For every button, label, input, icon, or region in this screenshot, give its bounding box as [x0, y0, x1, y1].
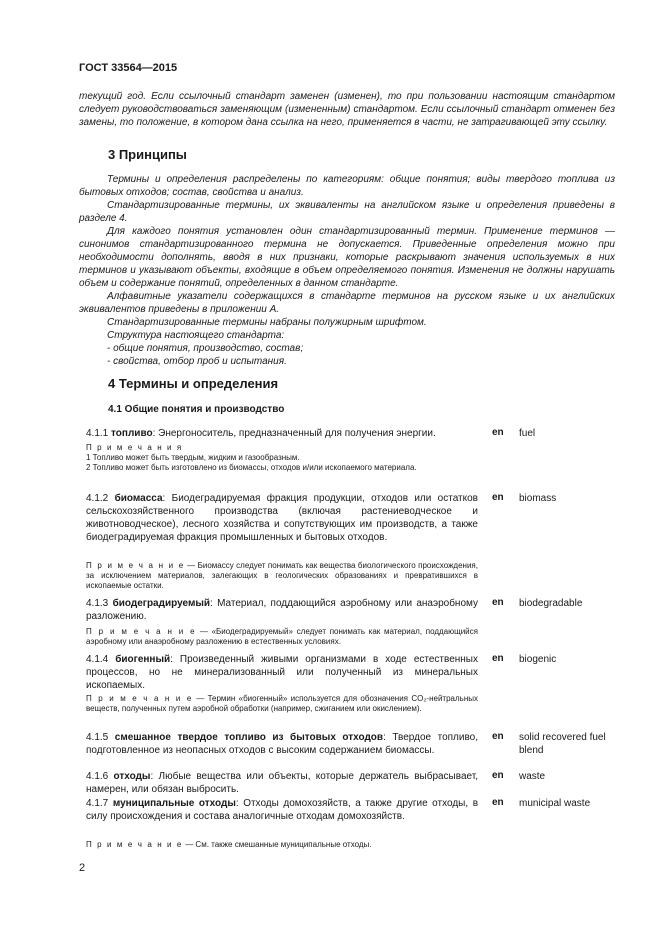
term-definition: : Твердое топливо, подготовленное из неопасных отходов с высоким содержанием биомассы.	[86, 732, 479, 756]
principles-paragraph: Алфавитные указатели содержащихся в стандарте терминов на русском языке и их английских эквивалентов приведены в приложении А.	[79, 291, 615, 315]
principles-paragraph: Для каждого понятия установлен один стандартизированный термин. Применение терминов — синонимов стандартизированного термина не допускается. Приведенные определения можно при необходимости дополнять, вводя в них признаки, которые раскрывают значения используемых в них терминов и указывают объекты, входящие в объем определяемого понятия. Изменения не должны нарушать объем и содержание понятий, определенных в данном стандарте.	[79, 226, 615, 289]
language-code: en	[492, 492, 504, 503]
language-code: en	[492, 770, 504, 781]
section-3-title: 3 Принципы	[108, 147, 187, 162]
term-name: биодеградируемый	[112, 598, 211, 609]
term-name: биомасса	[114, 493, 163, 504]
term-number: 4.1.4	[86, 654, 109, 665]
term-entry-solid-recovered-fuel-blend	[86, 731, 478, 757]
notes-label: П р и м е ч а н и я	[86, 443, 183, 452]
language-code: en	[492, 653, 504, 664]
note-item: 2 Топливо может быть изготовлено из биомассы, отходов и/или ископаемого материала.	[86, 463, 417, 472]
principles-paragraph: Структура настоящего стандарта:	[107, 330, 285, 341]
english-equivalent: solid recovered fuel blend	[519, 732, 606, 756]
note-text: — Биомассу следует понимать как вещества биологического происхождения, за исключением материалов, залегающих в геологических образованиях и превратившихся в ископаемые остатки.	[86, 561, 478, 590]
term-entry-fuel	[86, 427, 478, 440]
term-number: 4.1.2	[86, 493, 109, 504]
term-name: смешанное твердое топливо из бытовых отходов	[114, 732, 384, 743]
note-text: — «Биодеградируемый» следует понимать как материал, поддающийся аэробному или анаэробному разложению в естественных условиях.	[86, 627, 478, 646]
term-name: топливо	[111, 428, 153, 439]
term-entry-biodegradable	[86, 597, 478, 623]
term-number: 4.1.3	[86, 598, 109, 609]
term-definition: : Энергоноситель, предназначенный для получения энергии.	[152, 428, 436, 439]
language-code: en	[492, 427, 504, 438]
term-entry-biomass	[86, 492, 478, 544]
term-note	[86, 443, 478, 473]
english-equivalent: fuel	[519, 428, 536, 439]
principles-paragraph: Стандартизированные термины, их эквиваленты на английском языке и определения приведены в разделе 4.	[79, 200, 615, 224]
term-number: 4.1.1	[86, 428, 109, 439]
note-text: — См. также смешанные муниципальные отходы.	[182, 840, 372, 849]
section-4-title: 4 Термины и определения	[108, 376, 279, 391]
term-name: отходы	[113, 771, 151, 782]
term-definition: : Биодеградируемая фракция продукции, отходов или остатков сельскохозяйственного производства (включая растениеводческое и животноводческое), лесного хозяйства и сопутствующих им производств, а также биодеградируемая фракция промышленных и бытовых отходов.	[86, 493, 478, 543]
term-number: 4.1.6	[86, 771, 109, 782]
term-definition: : Любые вещества или объекты, которые держатель выбрасывает, намерен, или обязан выбросить.	[86, 771, 478, 795]
english-equivalent: waste	[519, 771, 546, 782]
principles-paragraph: Термины и определения распределены по категориям: общие понятия; виды твердого топлива из бытовых отходов; состав, свойства и анализ.	[79, 174, 615, 198]
term-definition: : Отходы домохозяйств, а также другие отходы, в силу происхождения и состава аналогичные отходам домохозяйств.	[86, 798, 479, 822]
term-note	[86, 694, 478, 714]
term-number: 4.1.7	[86, 798, 109, 809]
language-code: en	[492, 797, 504, 808]
note-label: П р и м е ч а н и е	[86, 627, 197, 636]
term-note	[86, 561, 478, 591]
note-label: П р и м е ч а н и е	[86, 561, 185, 570]
note-text: — Термин «биогенный» используется для обозначения CO₂-нейтральных веществ, полученных путем аэробной обработки (например, сжиганием или окислением).	[86, 694, 478, 713]
section-3-body	[79, 173, 615, 368]
english-equivalent: biomass	[519, 493, 557, 504]
page-number: 2	[79, 862, 86, 874]
term-name: биогенный	[115, 654, 171, 665]
english-equivalent: biogenic	[519, 654, 557, 665]
term-note	[86, 627, 478, 647]
term-entry-municipal-waste	[86, 797, 478, 823]
subsection-4-1-title: 4.1 Общие понятия и производство	[108, 404, 285, 415]
principles-paragraph: Стандартизированные термины набраны полужирным шрифтом.	[107, 317, 427, 328]
note-label: П р и м е ч а н и е	[86, 840, 183, 849]
language-code: en	[492, 731, 504, 742]
intro-paragraph: текущий год. Если ссылочный стандарт заменен (изменен), то при пользовании настоящим стандартом следует руководствоваться заменяющим (измененным) стандартом. Если ссылочный стандарт отменен без замены, то положение, в котором дана ссылка на него, применяется в части, не затрагивающей эту ссылку.	[79, 91, 615, 128]
english-equivalent: biodegradable	[519, 598, 583, 609]
term-note	[86, 840, 478, 850]
document-id: ГОСТ 33564—2015	[79, 62, 178, 74]
term-definition: : Материал, поддающийся аэробному или анаэробному разложению.	[86, 598, 479, 622]
term-definition: : Произведенный живыми организмами в ходе естественных процессов, но не минерализованный или полученный из минеральных ископаемых.	[86, 654, 478, 691]
note-item: 1 Топливо может быть твердым, жидким и газообразным.	[86, 453, 300, 462]
term-entry-waste	[86, 770, 478, 796]
language-code: en	[492, 597, 504, 608]
note-label: П р и м е ч а н и е	[86, 694, 193, 703]
term-name: муниципальные отходы	[112, 798, 236, 809]
term-entry-biogenic	[86, 653, 478, 692]
principles-list-item: - общие понятия, производство, состав;	[107, 343, 304, 354]
principles-list-item: - свойства, отбор проб и испытания.	[107, 356, 287, 367]
english-equivalent: municipal waste	[519, 798, 591, 809]
term-number: 4.1.5	[86, 732, 109, 743]
